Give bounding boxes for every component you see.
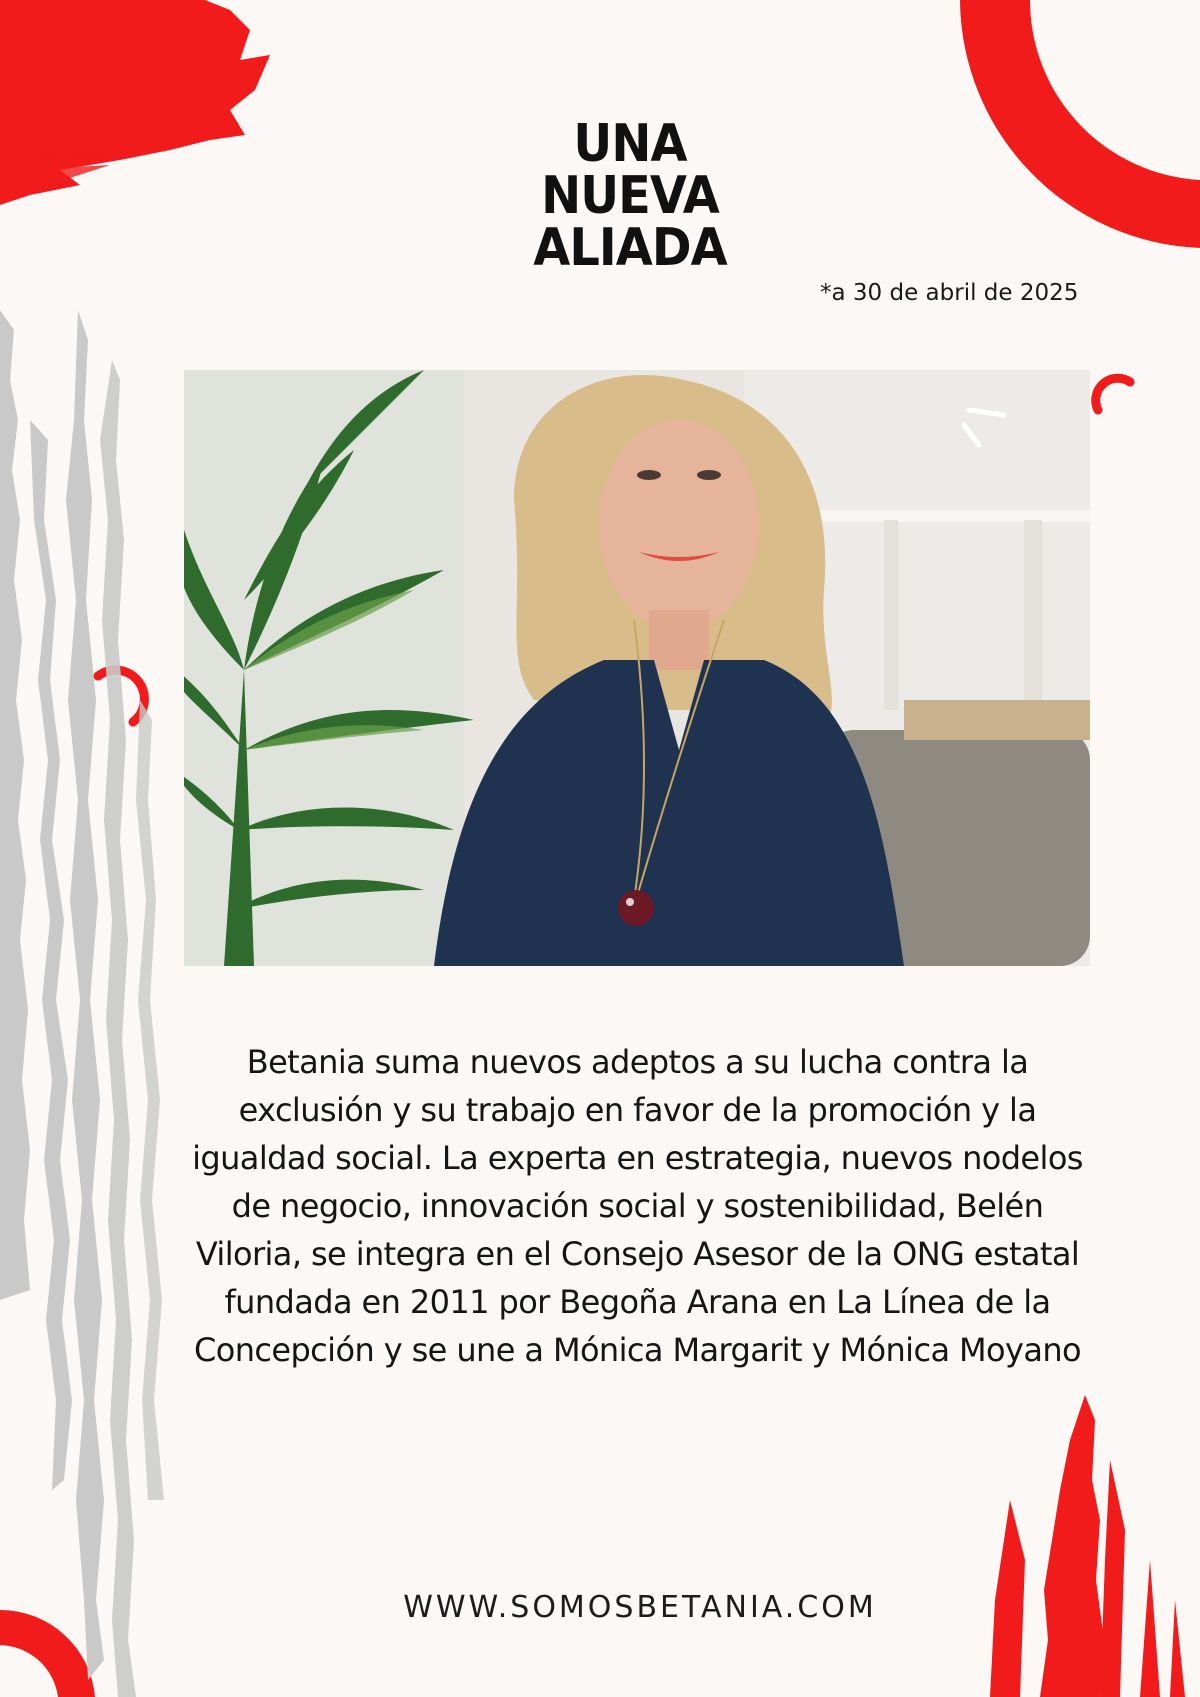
red-arc-bottom-left (0, 1610, 95, 1697)
headline-line-2: NUEVA (541, 166, 719, 226)
gray-brush-left (0, 310, 164, 1697)
red-brush-top-left (0, 0, 270, 205)
portrait-photo (184, 370, 1090, 966)
red-brush-bottom-right (990, 1395, 1185, 1697)
portrait-illustration (184, 370, 1090, 966)
headline (492, 114, 768, 278)
article-body: Betania suma nuevos adeptos a su lucha contra la exclusión y su trabajo en favor de la promoción y la igualdad social. La experta en estrategia, nuevos nodelos de negocio, innovación social y sostenibilidad, Belén Viloria, se integra en el Consejo Asesor de la ONG estatal fundada en 2011 por Begoña Arana en La Línea de la Concepción y se une a Mónica Margarit y Mónica Moyano (192, 1043, 1083, 1369)
red-arc-small-right (1096, 378, 1130, 410)
red-arc-top-right (960, 0, 1200, 248)
headline-line-1: UNA (573, 114, 687, 174)
headline-line-3: ALIADA (533, 218, 727, 278)
date-note: *a 30 de abril de 2025 (820, 280, 1079, 306)
website-link[interactable]: WWW.SOMOSBETANIA.COM (403, 1590, 877, 1625)
